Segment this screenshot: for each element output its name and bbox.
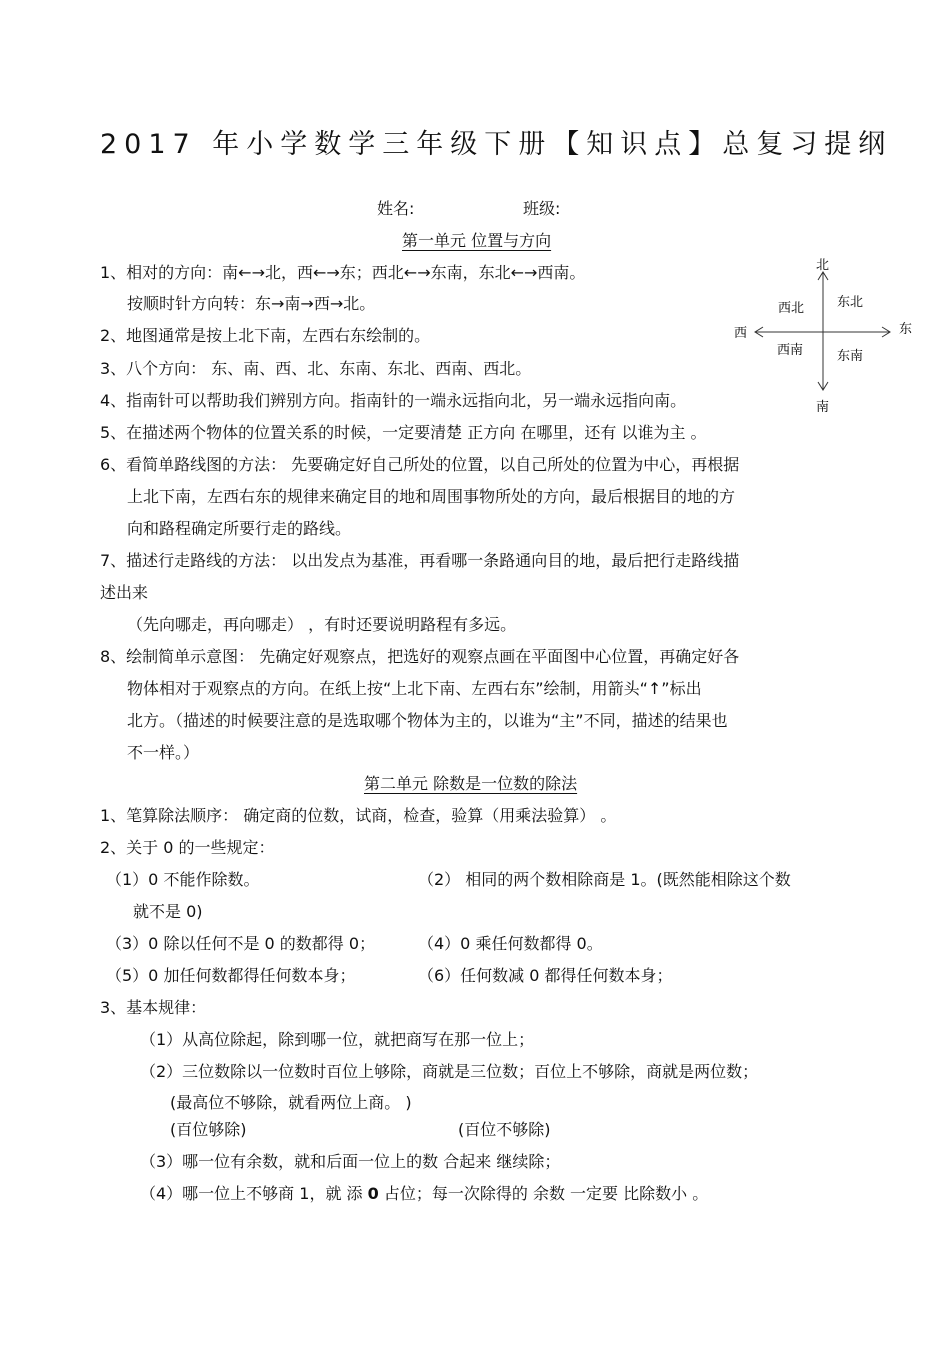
page-title: 2017 年小学数学三年级下册【知识点】总复习提纲 [100, 129, 893, 160]
unit1-item-6: 6、看简单路线图的方法： 先要确定好自己所处的位置，以自己所处的位置为中心，再根据 [100, 455, 740, 474]
unit2-law-1: （1）从高位除起，除到哪一位，就把商写在那一位上； [140, 1030, 535, 1049]
unit1-item-7c: （先向哪走，再向哪走） ，有时还要说明路程有多远。 [127, 615, 517, 634]
compass-southwest: 西南 [777, 343, 804, 358]
unit2-heading: 第二单元 除数是一位数的除法 [364, 774, 578, 793]
unit1-item-8c: 北方。（描述的时候要注意的是选取哪个物体为主的，以谁为“主”不同，描述的结果也 [127, 711, 728, 730]
unit1-item-7: 7、描述行走路线的方法： 以出发点为基准，再看哪一条路通向目的地，最后把行走路线描 [100, 551, 740, 570]
unit2-item-3: 3、基本规律： [100, 998, 207, 1017]
unit2-item-1: 1、笔算除法顺序： 确定商的位数，试商，检查，验算（用乘法验算） 。 [100, 806, 617, 825]
unit2-rule-2: （2） 相同的两个数相除商是 1。(既然能相除这个数 [418, 870, 791, 889]
compass-north: 北 [816, 258, 830, 273]
unit2-law-2c: (百位够除) [170, 1120, 247, 1139]
name-label: 姓名: [377, 199, 415, 218]
compass-south: 南 [816, 400, 830, 415]
unit2-law-2b: (最高位不够除，就看两位上商。 ) [170, 1093, 412, 1112]
unit2-rule-2b: 就不是 0) [133, 902, 203, 921]
unit1-item-5: 5、在描述两个物体的位置关系的时候，一定要清楚 正方向 在哪里，还有 以谁为主 。 [100, 423, 707, 442]
unit2-law-2d: (百位不够除) [458, 1120, 551, 1139]
unit2-law-4-a: （4）哪一位上不够商 1，就 添 [140, 1184, 368, 1203]
unit1-item-6b: 上北下南，左西右东的规律来确定目的地和周围事物所处的方向，最后根据目的地的方 [127, 487, 736, 506]
compass-southeast: 东南 [837, 349, 864, 364]
unit2-law-4-c: 占位；每一次除得的 余数 一定要 比除数小 。 [378, 1184, 709, 1203]
compass-diagram [725, 250, 925, 420]
unit1-item-3: 3、八个方向： 东、南、西、北、东南、东北、西南、西北。 [100, 359, 532, 378]
unit1-heading: 第一单元 位置与方向 [402, 231, 552, 250]
unit1-item-7b: 述出来 [100, 583, 149, 602]
unit2-rule-6: （6）任何数减 0 都得任何数本身； [418, 966, 673, 985]
compass-northeast: 东北 [837, 295, 864, 310]
unit2-rule-5: （5）0 加任何数都得任何数本身； [106, 966, 356, 985]
unit1-item-8b: 物体相对于观察点的方向。在纸上按“上北下南、左西右东”绘制，用箭头“↑”标出 [127, 679, 702, 698]
compass-west: 西 [734, 326, 748, 341]
unit1-item-8: 8、绘制简单示意图： 先确定好观察点，把选好的观察点画在平面图中心位置，再确定好各 [100, 647, 740, 666]
unit2-law-3: （3）哪一位有余数，就和后面一位上的数 合起来 继续除； [140, 1152, 561, 1171]
unit2-rule-3: （3）0 除以任何不是 0 的数都得 0； [106, 934, 376, 953]
unit2-law-4-b: 0 [367, 1184, 379, 1203]
unit1-item-8d: 不一样。） [127, 743, 200, 762]
unit1-item-6c: 向和路程确定所要行走的路线。 [127, 519, 352, 538]
unit1-item-4: 4、指南针可以帮助我们辨别方向。指南针的一端永远指向北，另一端永远指向南。 [100, 391, 687, 410]
unit2-rule-4: （4）0 乘任何数都得 0。 [418, 934, 603, 953]
unit2-item-2: 2、关于 0 的一些规定： [100, 838, 275, 857]
unit2-law-4 [140, 1183, 708, 1205]
unit1-item-2: 2、地图通常是按上北下南，左西右东绘制的。 [100, 326, 431, 345]
unit2-law-2: （2）三位数除以一位数时百位上够除，商就是三位数；百位上不够除，商就是两位数； [140, 1062, 759, 1081]
unit1-item-1: 1、相对的方向：南←→北，西←→东；西北←→东南，东北←→西南。 [100, 263, 586, 282]
class-label: 班级: [523, 199, 561, 218]
unit2-rule-1: （1）0 不能作除数。 [106, 870, 260, 889]
unit1-item-1b: 按顺时针方向转：东→南→西→北。 [127, 294, 376, 313]
compass-east: 东 [899, 322, 913, 337]
compass-northwest: 西北 [778, 301, 805, 316]
